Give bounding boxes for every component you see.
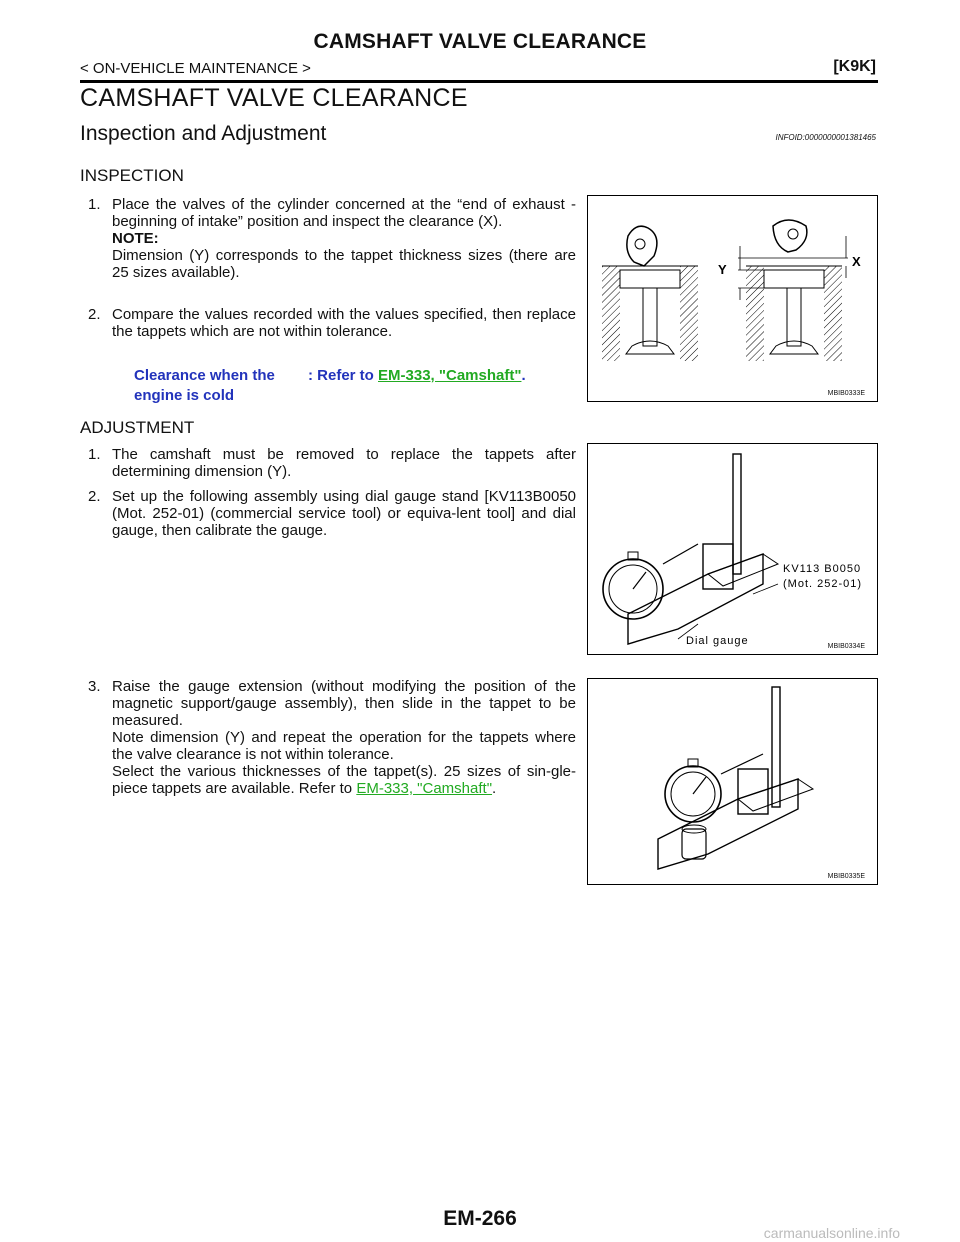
step-text: Set up the following assembly using dial gauge stand [KV113B0050 (Mot. 252-01) (commercial service tool) or equiva-lent tool] and dial gauge, then calibrate the gauge. — [112, 488, 576, 539]
subsection-title: Inspection and Adjustment — [80, 122, 327, 145]
running-header-title: CAMSHAFT VALVE CLEARANCE — [313, 30, 647, 53]
dimension-x-label: X — [852, 254, 861, 269]
adjustment-step-3 — [80, 678, 576, 797]
step-number: 1. — [88, 446, 101, 463]
spec-prefix: : Refer to — [308, 367, 379, 384]
figure-valve-clearance — [587, 195, 878, 402]
dial-gauge-stand-illustration — [588, 444, 877, 654]
step-number: 2. — [88, 488, 101, 505]
step-number: 3. — [88, 678, 101, 695]
step-text: Compare the values recorded with the values specified, then replace the tappets which are not within tolerance. — [112, 306, 576, 340]
inspection-step-1 — [80, 196, 576, 281]
camshaft-spec-link[interactable]: EM-333, "Camshaft" — [378, 367, 522, 384]
valve-clearance-illustration — [588, 196, 877, 401]
spec-value — [308, 366, 528, 386]
figure-tappet-measurement — [587, 678, 878, 885]
engine-model-label: [K9K] — [833, 58, 876, 75]
adjustment-heading: ADJUSTMENT — [80, 418, 195, 437]
step-text: Raise the gauge extension (without modifying the position of the magnetic support/gauge assembly), then slide in the tappet to be measured. — [112, 678, 576, 729]
inspection-heading: INSPECTION — [80, 166, 184, 185]
spec-label: Clearance when the engine is cold — [134, 367, 275, 404]
tappet-measurement-illustration — [588, 679, 877, 884]
step-number: 1. — [88, 196, 101, 213]
figure-id: MBIB0333E — [827, 390, 865, 397]
page-title: CAMSHAFT VALVE CLEARANCE — [80, 84, 468, 112]
note-label: NOTE: — [112, 230, 159, 247]
header-rule — [80, 80, 878, 83]
callout-tool-mot: (Mot. 252-01) — [783, 578, 863, 590]
select-suffix: . — [492, 780, 497, 797]
step-number: 2. — [88, 306, 101, 323]
figure-dial-gauge-stand — [587, 443, 878, 655]
spec-suffix: . — [521, 367, 526, 384]
step-text: Place the valves of the cylinder concerned at the “end of exhaust - beginning of intake” position and inspect the clearance (X). — [112, 196, 576, 230]
camshaft-spec-link[interactable]: EM-333, "Camshaft" — [356, 780, 493, 797]
figure-id: MBIB0335E — [827, 873, 865, 880]
running-header-section: < ON-VEHICLE MAINTENANCE > — [80, 60, 311, 77]
step-text: The camshaft must be removed to replace the tappets after determining dimension (Y). — [112, 446, 576, 480]
note-text: Dimension (Y) corresponds to the tappet thickness sizes (there are 25 sizes available). — [112, 247, 576, 281]
callout-dial-gauge: Dial gauge — [686, 635, 749, 647]
figure-id: MBIB0334E — [827, 643, 865, 650]
step-text-note: Note dimension (Y) and repeat the operation for the tappets where the valve clearance is not within tolerance. — [112, 729, 576, 763]
dimension-y-label: Y — [718, 262, 727, 277]
adjustment-step-2 — [80, 488, 576, 539]
step-text-select — [112, 763, 576, 797]
adjustment-step-1 — [80, 446, 576, 480]
callout-tool-number: KV113 B0050 — [783, 563, 862, 575]
page-number: EM-266 — [443, 1207, 517, 1230]
info-id: INFOID:0000000001381465 — [775, 133, 876, 142]
watermark: carmanualsonline.info — [763, 1225, 900, 1241]
select-text: Select the various thicknesses of the tappet(s). 25 sizes of sin-gle-piece tappets are available. Refer to — [112, 763, 576, 797]
inspection-step-2 — [80, 306, 576, 340]
